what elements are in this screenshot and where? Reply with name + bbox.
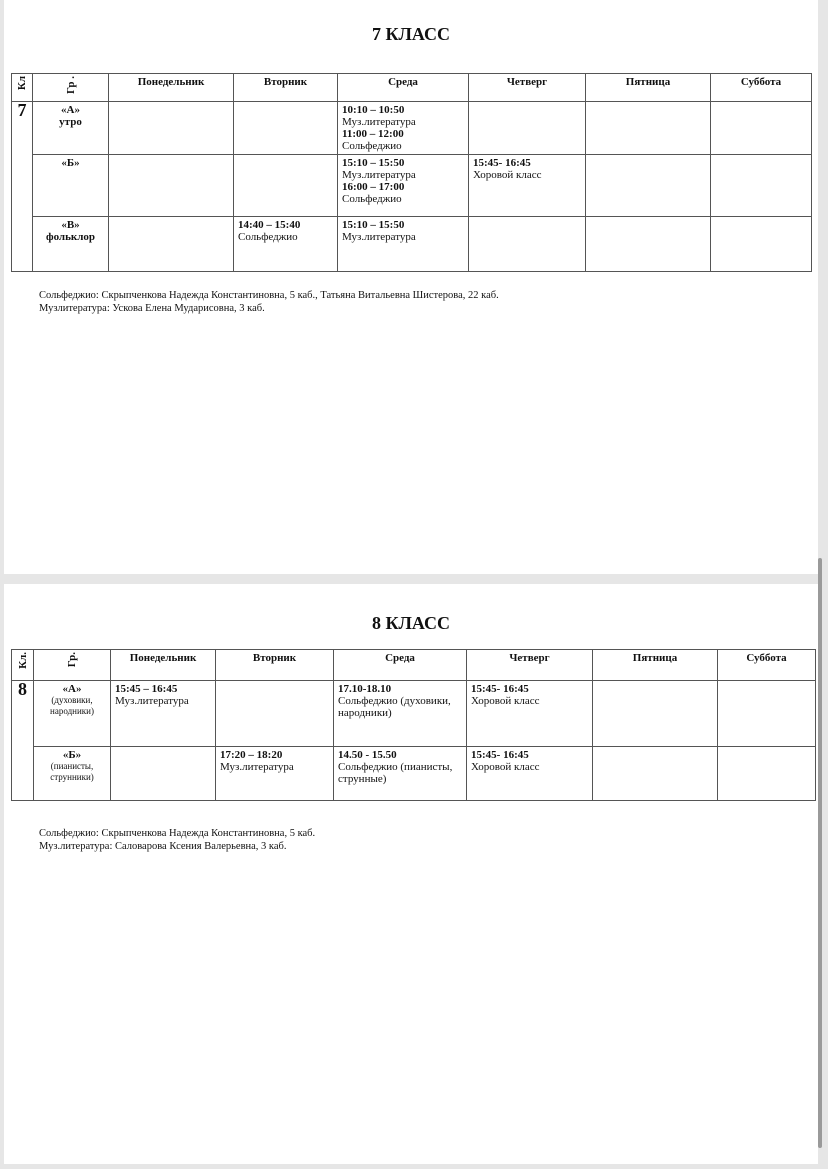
cell-a-sat [718, 681, 816, 747]
header-row [12, 74, 812, 102]
lesson-subject: Муз.литература [342, 116, 416, 128]
cell-v-mon [109, 217, 234, 272]
lesson-time: 14:40 – 15:40 [238, 219, 301, 231]
header-gr: Гр . [33, 74, 109, 102]
cell-b-wed [338, 155, 469, 217]
lesson-subject: Муз.литература [342, 231, 416, 243]
header-thursday: Четверг [467, 650, 593, 681]
cell-a-wed [334, 681, 467, 747]
group-cell: «В» фольклор [33, 217, 109, 272]
note-line: Сольфеджио: Скрыпченкова Надежда Константиновна, 5 каб., Татьяна Витальевна Шистерова, 22 каб. [39, 290, 499, 301]
lesson-time: 15:45- 16:45 [473, 157, 531, 169]
teacher-notes [39, 289, 499, 315]
header-monday: Понедельник [109, 74, 234, 102]
lesson-subject: Хоровой класс [471, 761, 540, 773]
teacher-notes [39, 827, 315, 853]
header-kl: Кл [12, 74, 33, 102]
lesson-subject: Муз.литература [220, 761, 294, 773]
header-wednesday: Среда [338, 74, 469, 102]
note-line: Сольфеджио: Скрыпченкова Надежда Константиновна, 5 каб. [39, 828, 316, 839]
note-line: Музлитература: Ускова Елена Мударисовна, 3 каб. [39, 303, 265, 314]
lesson-time: 16:00 – 17:00 [342, 181, 405, 193]
table-row [12, 747, 816, 801]
cell-a-tue [216, 681, 334, 747]
header-gr: Гр. [34, 650, 111, 681]
lesson-subject: Сольфеджио (духовики, народники) [338, 695, 451, 719]
header-kl: Кл. [12, 650, 34, 681]
page-title: 8 КЛАСС [371, 613, 451, 633]
cell-a-tue [234, 102, 338, 155]
lesson-time: 15:45 – 16:45 [115, 683, 178, 695]
table-row [12, 155, 812, 217]
class-number: 7 [12, 102, 33, 272]
header-tuesday: Вторник [234, 74, 338, 102]
page-8-class [4, 584, 818, 1164]
lesson-subject: Муз.литература [115, 695, 189, 707]
lesson-time: 11:00 – 12:00 [342, 128, 404, 140]
class-number: 8 [12, 681, 34, 801]
cell-b-wed [334, 747, 467, 801]
header-tuesday: Вторник [216, 650, 334, 681]
cell-v-sat [711, 217, 812, 272]
header-friday: Пятница [593, 650, 718, 681]
header-friday: Пятница [586, 74, 711, 102]
table-row [12, 102, 812, 155]
cell-v-thu [469, 217, 586, 272]
lesson-subject: Сольфеджио [238, 231, 298, 243]
table-row [12, 681, 816, 747]
cell-b-mon [109, 155, 234, 217]
page-7-class [4, 0, 818, 574]
cell-a-mon [109, 102, 234, 155]
schedule-table-7 [11, 73, 812, 272]
lesson-time: 17:20 – 18:20 [220, 749, 283, 761]
lesson-subject: Хоровой класс [471, 695, 540, 707]
header-row [12, 650, 816, 681]
lesson-time: 15:45- 16:45 [471, 683, 529, 695]
lesson-time: 17.10-18.10 [338, 683, 392, 695]
lesson-time: 10:10 – 10:50 [342, 104, 405, 116]
group-cell: «Б» (пианисты, струнники) [34, 747, 111, 801]
page-title: 7 КЛАСС [371, 24, 451, 44]
lesson-time: 14.50 - 15.50 [338, 749, 397, 761]
lesson-subject: Сольфеджио [342, 140, 402, 152]
vertical-scrollbar[interactable] [818, 558, 822, 1148]
header-wednesday: Среда [334, 650, 467, 681]
header-monday: Понедельник [111, 650, 216, 681]
cell-v-fri [586, 217, 711, 272]
cell-b-mon [111, 747, 216, 801]
cell-a-wed [338, 102, 469, 155]
cell-a-sat [711, 102, 812, 155]
cell-b-sat [718, 747, 816, 801]
lesson-subject: Сольфеджио [342, 193, 402, 205]
cell-a-fri [586, 102, 711, 155]
group-cell: «Б» [33, 155, 109, 217]
header-saturday: Суббота [711, 74, 812, 102]
cell-b-thu [469, 155, 586, 217]
cell-v-tue [234, 217, 338, 272]
cell-b-sat [711, 155, 812, 217]
cell-v-wed [338, 217, 469, 272]
lesson-time: 15:10 – 15:50 [342, 219, 405, 231]
schedule-table-8 [11, 649, 816, 801]
header-saturday: Суббота [718, 650, 816, 681]
header-thursday: Четверг [469, 74, 586, 102]
lesson-subject: Сольфеджио (пианисты, струнные) [338, 761, 453, 785]
group-cell: «А» (духовики, народники) [34, 681, 111, 747]
cell-a-mon [111, 681, 216, 747]
table-row [12, 217, 812, 272]
note-line: Муз.литература: Саловарова Ксения Валерьевна, 3 каб. [39, 841, 287, 852]
cell-a-thu [469, 102, 586, 155]
lesson-time: 15:10 – 15:50 [342, 157, 405, 169]
lesson-time: 15:45- 16:45 [471, 749, 529, 761]
cell-b-tue [216, 747, 334, 801]
lesson-subject: Хоровой класс [473, 169, 542, 181]
cell-b-thu [467, 747, 593, 801]
lesson-subject: Муз.литература [342, 169, 416, 181]
cell-b-tue [234, 155, 338, 217]
cell-a-thu [467, 681, 593, 747]
cell-b-fri [593, 747, 718, 801]
cell-a-fri [593, 681, 718, 747]
group-cell: «А» утро [33, 102, 109, 155]
cell-b-fri [586, 155, 711, 217]
